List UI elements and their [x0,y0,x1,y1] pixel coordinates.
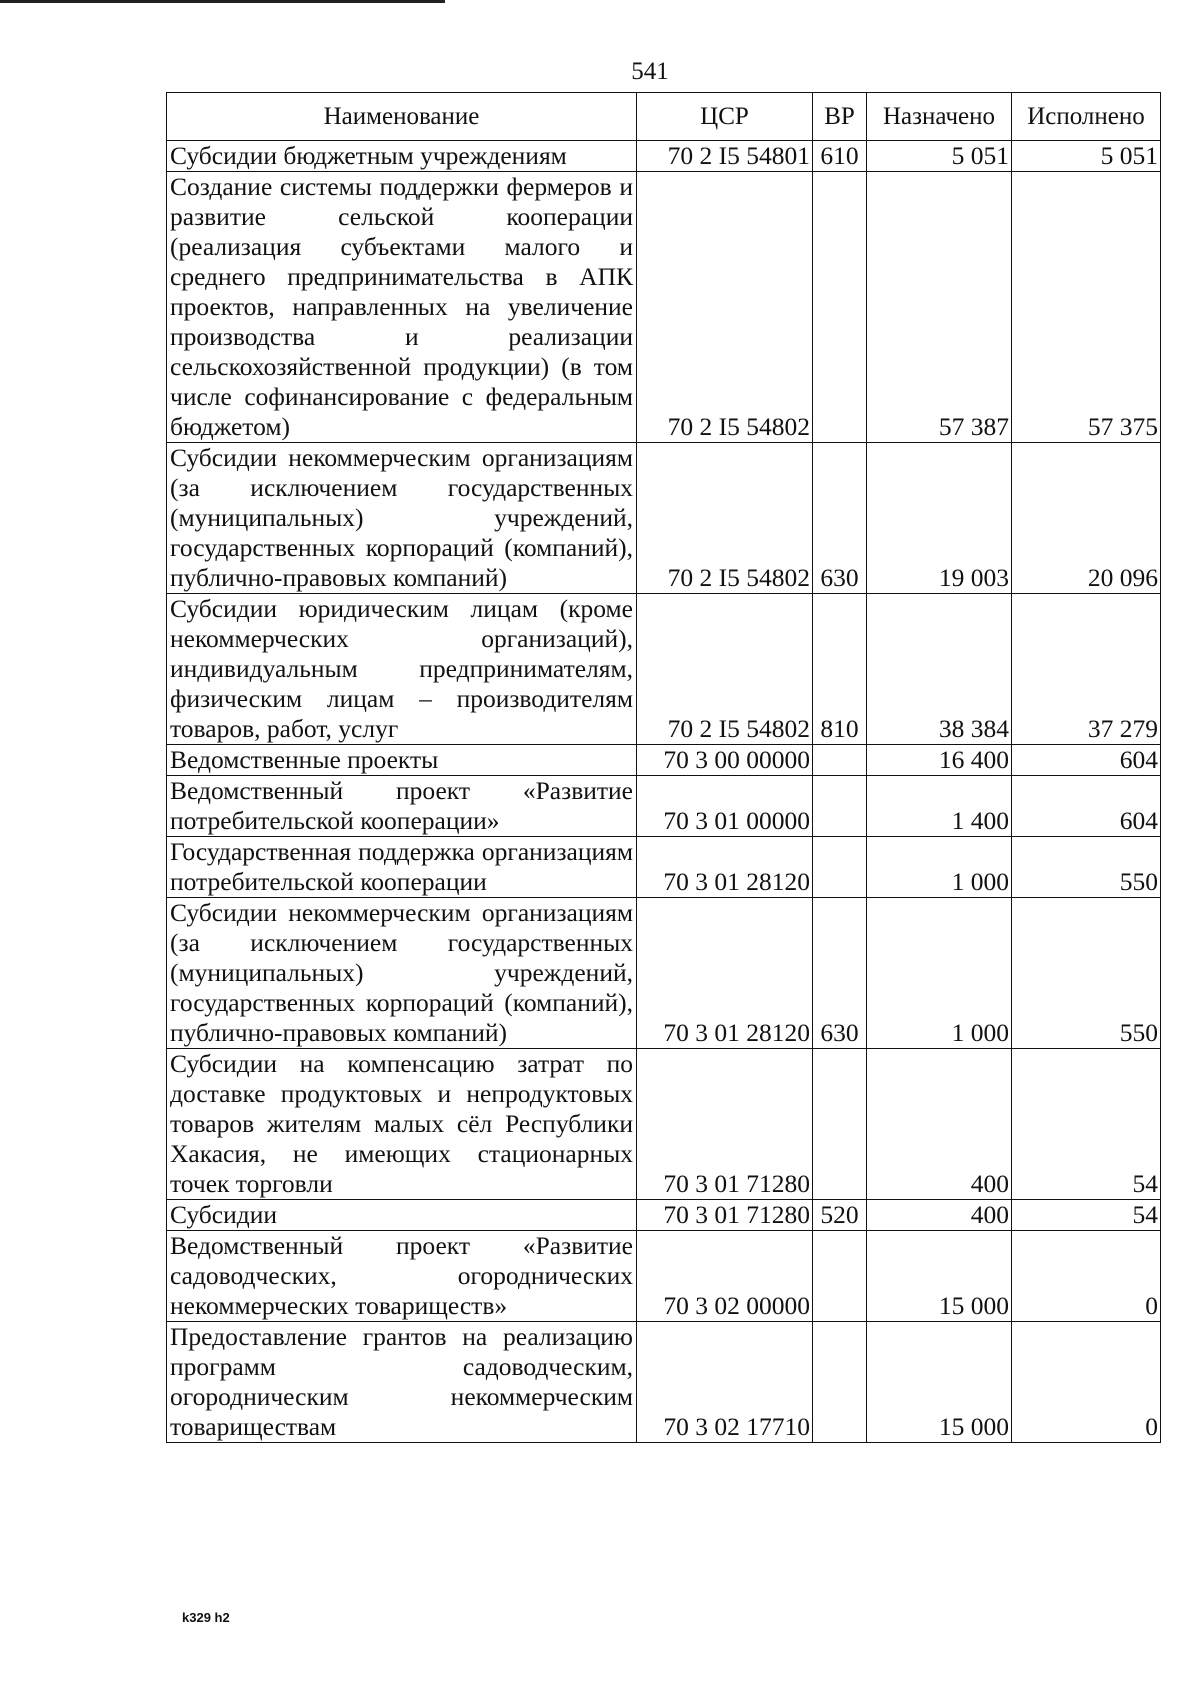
row-assigned: 57 387 [867,172,1012,443]
table-row [167,776,1161,837]
row-csr: 70 2 I5 54801 [637,141,813,172]
table-row [167,1200,1161,1231]
row-assigned: 19 003 [867,443,1012,594]
header-name: Наименование [167,93,637,141]
table-row [167,443,1161,594]
row-name: Предоставление грантов на реализацию программ садоводческим, огородническим некоммерческим товариществам [167,1322,637,1443]
row-assigned: 15 000 [867,1231,1012,1322]
row-executed: 604 [1012,745,1161,776]
row-assigned: 1 000 [867,837,1012,898]
row-vr: 630 [813,443,867,594]
row-executed: 550 [1012,898,1161,1049]
table-header-row [167,93,1161,141]
scan-edge-line [0,0,445,3]
row-name: Субсидии [167,1200,637,1231]
row-assigned: 38 384 [867,594,1012,745]
page-number: 541 [631,58,669,85]
row-assigned: 1 400 [867,776,1012,837]
row-csr: 70 3 02 00000 [637,1231,813,1322]
row-csr: 70 2 I5 54802 [637,172,813,443]
row-executed: 57 375 [1012,172,1161,443]
row-csr: 70 3 01 28120 [637,898,813,1049]
row-assigned: 400 [867,1200,1012,1231]
row-executed: 604 [1012,776,1161,837]
row-name: Субсидии некоммерческим организациям (за исключением государственных (муниципальных) учреждений, государственных корпораций (компаний), публично-правовых компаний) [167,443,637,594]
row-vr: 520 [813,1200,867,1231]
row-name: Субсидии на компенсацию затрат по доставке продуктовых и непродуктовых товаров жителям малых сёл Республики Хакасия, не имеющих стационарных точек торговли [167,1049,637,1200]
row-vr [813,172,867,443]
row-csr: 70 3 01 71280 [637,1049,813,1200]
table-row [167,141,1161,172]
row-assigned: 5 051 [867,141,1012,172]
row-name: Субсидии бюджетным учреждениям [167,141,637,172]
row-executed: 550 [1012,837,1161,898]
row-assigned: 400 [867,1049,1012,1200]
row-csr: 70 3 01 71280 [637,1200,813,1231]
row-csr: 70 3 01 00000 [637,776,813,837]
row-vr: 810 [813,594,867,745]
row-vr [813,837,867,898]
row-vr [813,745,867,776]
row-executed: 37 279 [1012,594,1161,745]
table-row [167,745,1161,776]
row-executed: 0 [1012,1231,1161,1322]
table-row [167,1049,1161,1200]
row-name: Субсидии некоммерческим организациям (за исключением государственных (муниципальных) учреждений, государственных корпораций (компаний), публично-правовых компаний) [167,898,637,1049]
header-assigned: Назначено [867,93,1012,141]
row-vr [813,1231,867,1322]
footer-code: k329 h2 [182,1610,230,1625]
row-name: Ведомственный проект «Развитие потребительской кооперации» [167,776,637,837]
row-csr: 70 3 00 00000 [637,745,813,776]
table-row [167,1231,1161,1322]
row-vr [813,776,867,837]
row-name: Создание системы поддержки фермеров и развитие сельской кооперации (реализация субъектами малого и среднего предпринимательства в АПК проектов, направленных на увеличение производства и реализации сельскохозяйственной продукции) (в том числе софинансирование с федеральным бюджетом) [167,172,637,443]
row-csr: 70 3 02 17710 [637,1322,813,1443]
row-csr: 70 3 01 28120 [637,837,813,898]
row-executed: 5 051 [1012,141,1161,172]
row-vr: 630 [813,898,867,1049]
row-csr: 70 2 I5 54802 [637,594,813,745]
table-row [167,898,1161,1049]
row-assigned: 1 000 [867,898,1012,1049]
row-name: Ведомственные проекты [167,745,637,776]
table-row [167,594,1161,745]
header-csr: ЦСР [637,93,813,141]
row-csr: 70 2 I5 54802 [637,443,813,594]
row-name: Субсидии юридическим лицам (кроме некоммерческих организаций), индивидуальным предпринимателям, физическим лицам – производителям товаров, работ, услуг [167,594,637,745]
budget-table [166,92,1161,1443]
row-vr: 610 [813,141,867,172]
row-executed: 54 [1012,1049,1161,1200]
table-row [167,172,1161,443]
row-vr [813,1322,867,1443]
table-row [167,837,1161,898]
row-vr [813,1049,867,1200]
row-assigned: 16 400 [867,745,1012,776]
row-executed: 0 [1012,1322,1161,1443]
row-name: Ведомственный проект «Развитие садоводческих, огороднических некоммерческих товариществ» [167,1231,637,1322]
header-executed: Исполнено [1012,93,1161,141]
table-row [167,1322,1161,1443]
row-name: Государственная поддержка организациям потребительской кооперации [167,837,637,898]
row-executed: 54 [1012,1200,1161,1231]
header-vr: ВР [813,93,867,141]
row-executed: 20 096 [1012,443,1161,594]
row-assigned: 15 000 [867,1322,1012,1443]
